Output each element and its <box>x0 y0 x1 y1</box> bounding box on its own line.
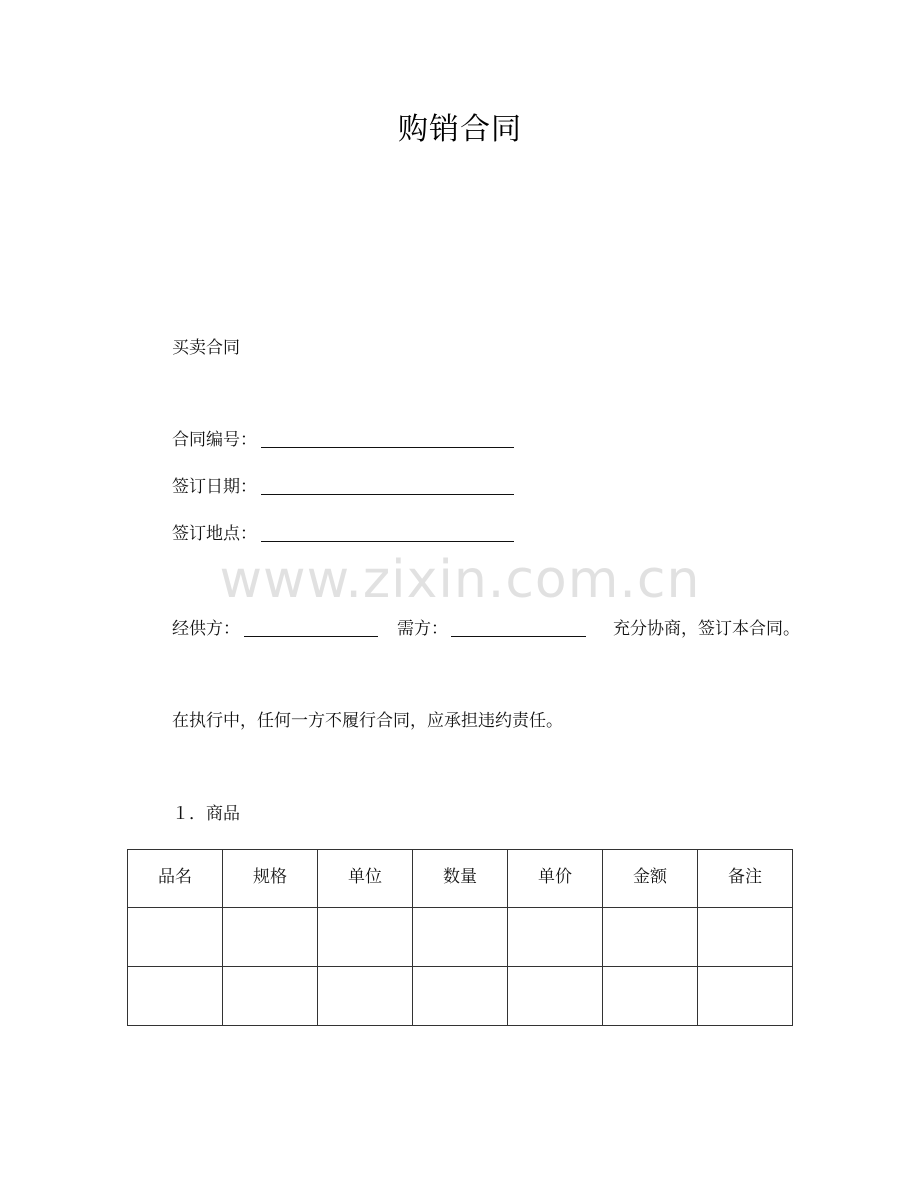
breach-clause: 在执行中，任何一方不履行合同，应承担违约责任。 <box>172 711 563 731</box>
header-specification: 规格 <box>223 850 318 908</box>
table-row <box>128 967 793 1026</box>
buyer-label: 需方： <box>397 619 448 639</box>
table-cell[interactable] <box>223 967 318 1026</box>
watermark: www.zixin.com.cn <box>219 550 701 610</box>
supplier-field[interactable] <box>244 636 378 637</box>
table-cell[interactable] <box>413 967 508 1026</box>
table-cell[interactable] <box>508 908 603 967</box>
table-row <box>128 908 793 967</box>
table-cell[interactable] <box>603 967 698 1026</box>
signing-place-field[interactable] <box>261 541 514 542</box>
table-cell[interactable] <box>318 908 413 967</box>
table-cell[interactable] <box>603 908 698 967</box>
table-cell[interactable] <box>698 908 793 967</box>
table-cell[interactable] <box>223 908 318 967</box>
table-cell[interactable] <box>698 967 793 1026</box>
document-subtitle: 买卖合同 <box>172 338 240 358</box>
table-cell[interactable] <box>128 967 223 1026</box>
parties-suffix: 充分协商，签订本合同。 <box>613 619 800 639</box>
supplier-label: 经供方： <box>172 619 240 639</box>
signing-date-label: 签订日期： <box>172 477 257 497</box>
header-remarks: 备注 <box>698 850 793 908</box>
section-1-heading: １．商品 <box>172 804 240 824</box>
contract-number-label: 合同编号： <box>172 430 257 450</box>
table-cell[interactable] <box>318 967 413 1026</box>
table-cell[interactable] <box>413 908 508 967</box>
signing-place-label: 签订地点： <box>172 524 257 544</box>
signing-date-field[interactable] <box>261 494 514 495</box>
header-unit: 单位 <box>318 850 413 908</box>
table-cell[interactable] <box>508 967 603 1026</box>
header-quantity: 数量 <box>413 850 508 908</box>
header-product-name: 品名 <box>128 850 223 908</box>
header-unit-price: 单价 <box>508 850 603 908</box>
goods-table <box>127 849 793 1026</box>
table-cell[interactable] <box>128 908 223 967</box>
document-title: 购销合同 <box>398 112 522 147</box>
header-amount: 金额 <box>603 850 698 908</box>
contract-number-field[interactable] <box>261 447 514 448</box>
goods-table-header-row <box>128 850 793 908</box>
buyer-field[interactable] <box>451 636 586 637</box>
